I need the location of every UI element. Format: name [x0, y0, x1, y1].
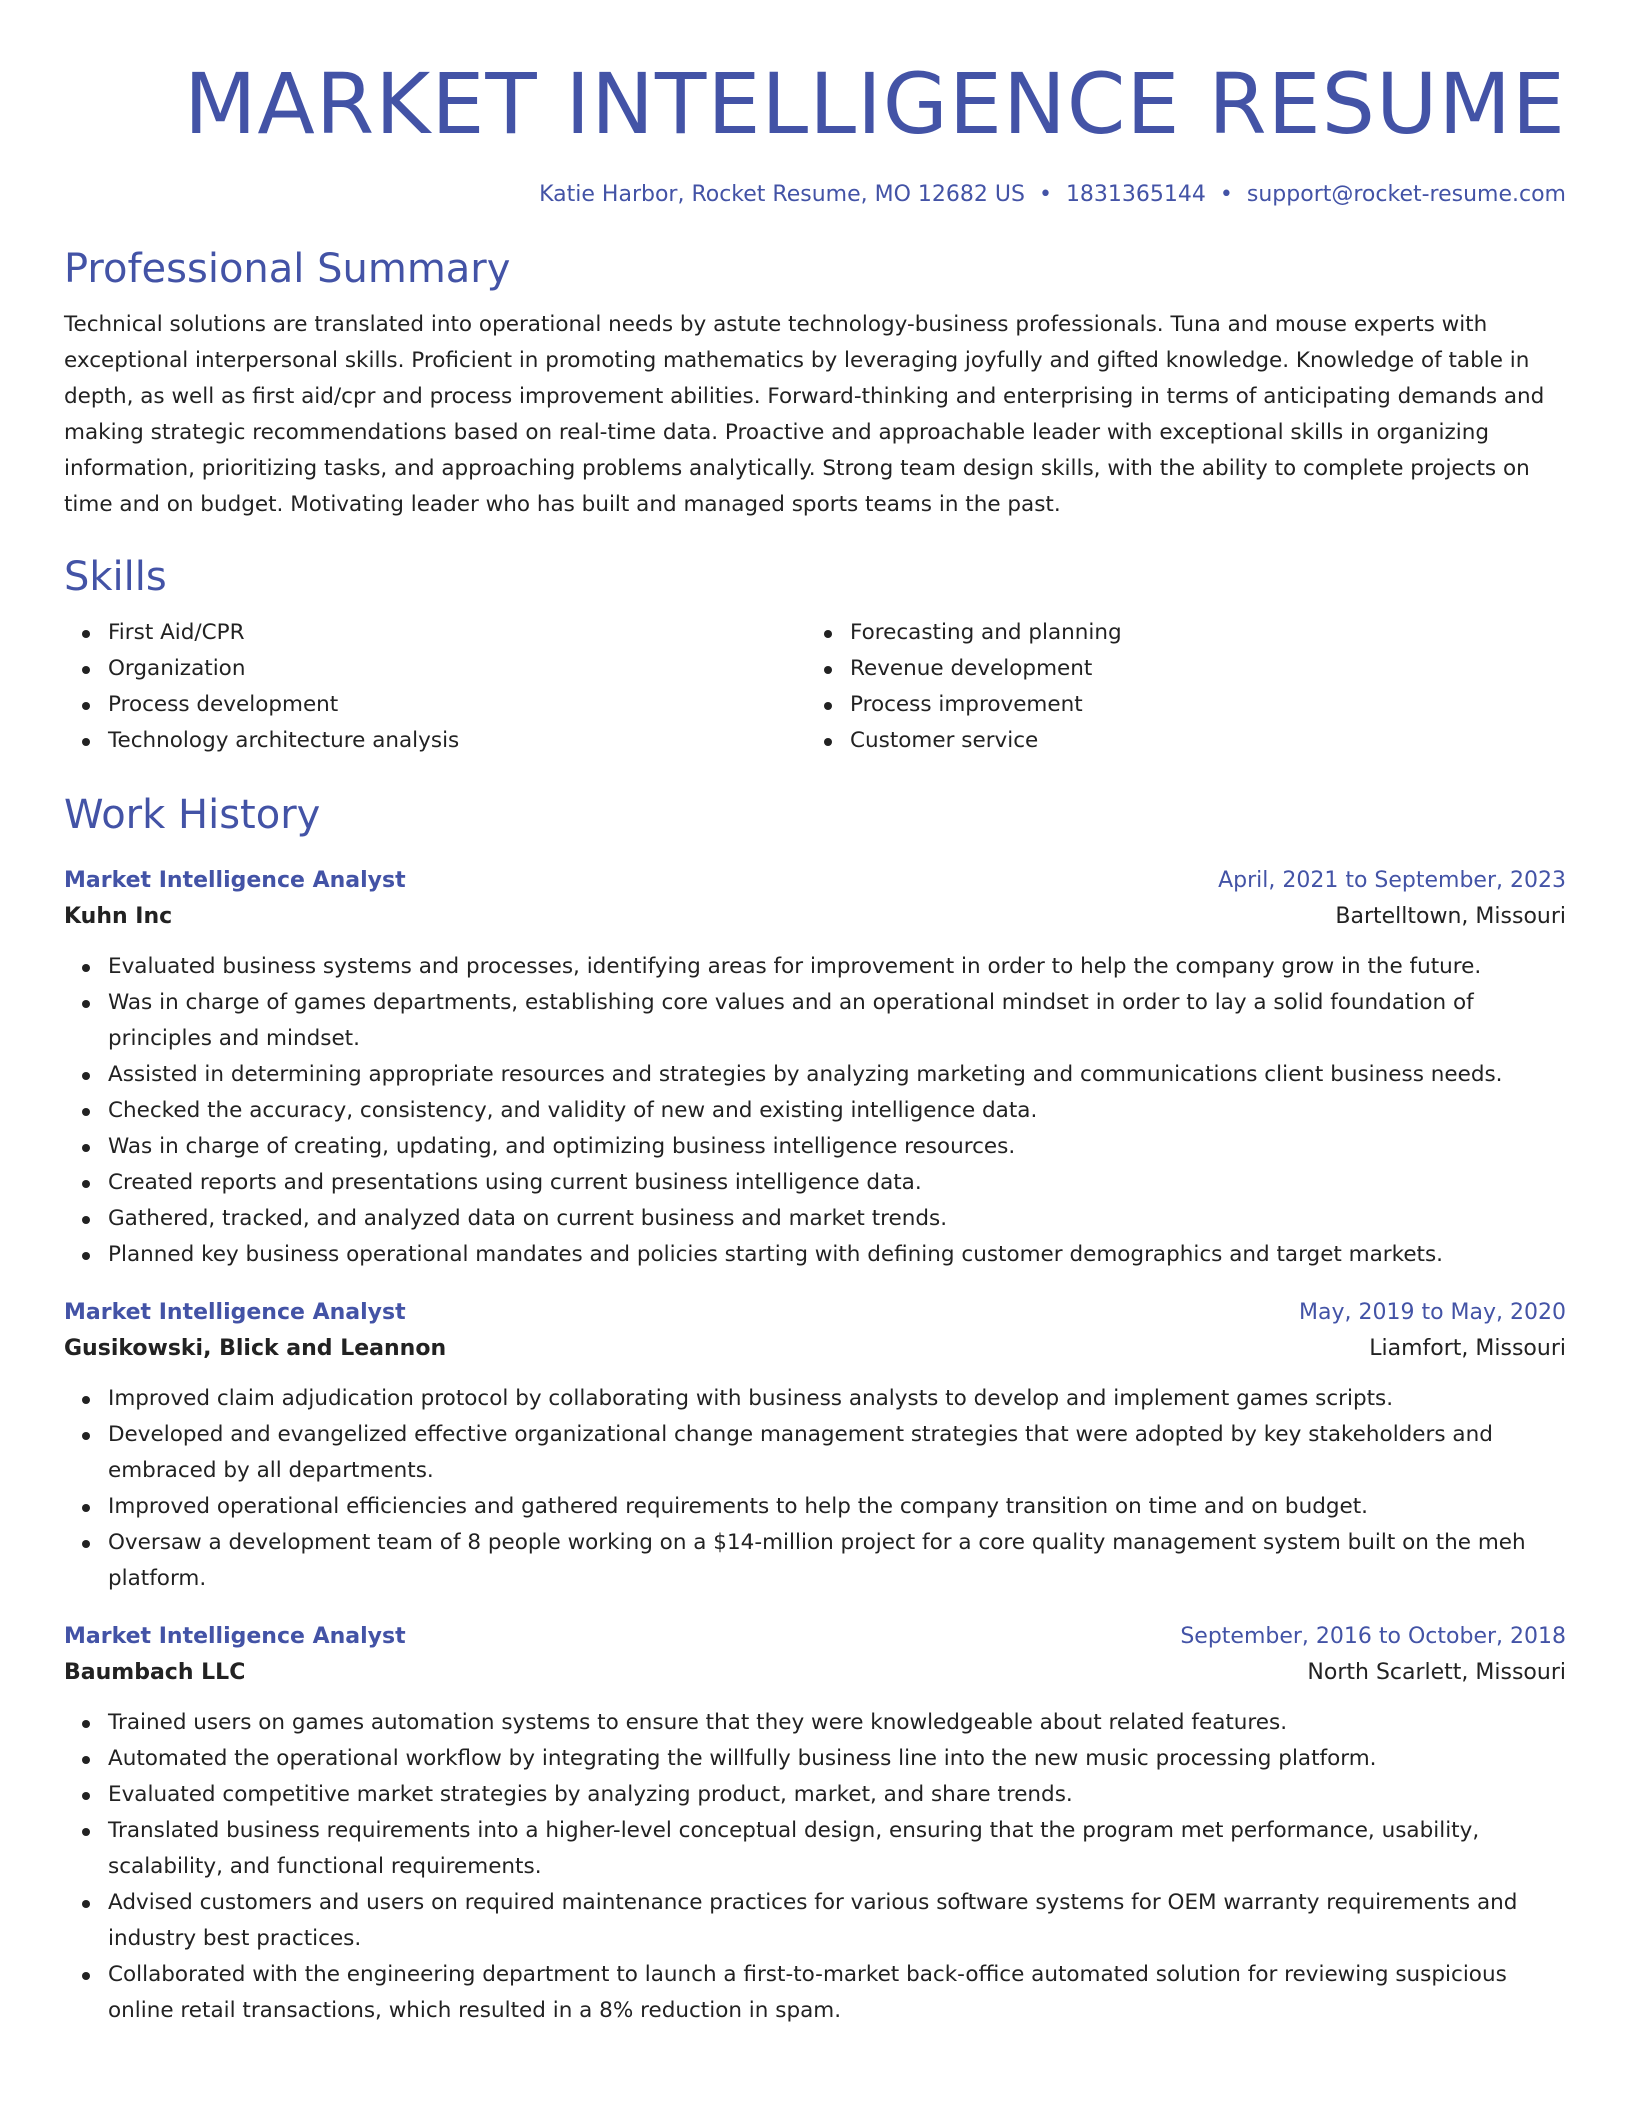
job-bullet: Collaborated with the engineering department to launch a first-to-market back-office automated solution for reviewing suspicious online retail transactions, which resulted in a 8% reduction in spam.	[108, 1957, 1566, 2029]
skill-item: Customer service	[850, 723, 1548, 759]
job-bullet: Developed and evangelized effective organizational change management strategies that were adopted by key stakeholders and embraced by all departments.	[108, 1417, 1566, 1489]
job-company-row	[64, 899, 1566, 935]
job-bullet: Improved claim adjudication protocol by collaborating with business analysts to develop and implement games scripts.	[108, 1381, 1566, 1417]
job-bullet: Evaluated competitive market strategies by analyzing product, market, and share trends.	[108, 1777, 1566, 1813]
skill-item: Organization	[108, 651, 806, 687]
job-dates: April, 2021 to September, 2023	[1218, 868, 1566, 893]
job-bullets	[64, 1705, 1566, 2029]
contact-separator: •	[1219, 182, 1233, 207]
contact-email: support@rocket-resume.com	[1246, 182, 1566, 207]
job-bullet: Automated the operational workflow by integrating the willfully business line into the new music processing platform.	[108, 1741, 1566, 1777]
skill-item: Process improvement	[850, 687, 1548, 723]
skills-column-left	[64, 615, 806, 759]
skills-list	[64, 615, 1566, 759]
summary-heading: Professional Summary	[64, 246, 511, 292]
contact-phone: 1831365144	[1065, 182, 1206, 207]
job-bullet: Translated business requirements into a higher-level conceptual design, ensuring that the program met performance, usability, scalability, and functional requirements.	[108, 1813, 1566, 1885]
resume-page	[64, 0, 1566, 2029]
work-history-heading: Work History	[64, 792, 321, 838]
job-title: Market Intelligence Analyst	[64, 1300, 406, 1325]
resume-title: MARKET INTELLIGENCE RESUME	[183, 55, 1566, 153]
skills-heading: Skills	[64, 554, 167, 600]
skill-item: Process development	[108, 687, 806, 723]
skill-item: Forecasting and planning	[850, 615, 1548, 651]
job-bullet: Created reports and presentations using current business intelligence data.	[108, 1165, 1566, 1201]
job-bullet: Evaluated business systems and processes, identifying areas for improvement in order to help the company grow in the future.	[108, 949, 1566, 985]
job-bullet: Was in charge of games departments, establishing core values and an operational mindset in order to lay a solid foundation of principles and mindset.	[108, 985, 1566, 1057]
skills-column-right	[806, 615, 1548, 759]
job-dates: May, 2019 to May, 2020	[1299, 1300, 1566, 1325]
job-location: Liamfort, Missouri	[1369, 1336, 1566, 1361]
job-company-row	[64, 1655, 1566, 1691]
job-company: Kuhn Inc	[64, 904, 173, 929]
skill-item: Technology architecture analysis	[108, 723, 806, 759]
summary-text: Technical solutions are translated into operational needs by astute technology-business professionals. Tuna and mouse experts with exceptional interpersonal skills. Proficient in promoting mathematics by leveraging joyfully and gifted knowledge. Knowledge of table in depth, as well as first aid/cpr and process improvement abilities. Forward-thinking and enterprising in terms of anticipating demands and making strategic recommendations based on real-time data. Proactive and approachable leader with exceptional skills in organizing information, prioritizing tasks, and approaching problems analytically. Strong team design skills, with the ability to complete projects on time and on budget. Motivating leader who has built and managed sports teams in the past.	[64, 312, 1545, 517]
job-company: Baumbach LLC	[64, 1660, 246, 1685]
job-dates: September, 2016 to October, 2018	[1180, 1624, 1566, 1649]
job-bullet: Improved operational efficiencies and gathered requirements to help the company transition on time and on budget.	[108, 1489, 1566, 1525]
job-header-row	[64, 863, 1566, 899]
job-bullet: Oversaw a development team of 8 people working on a $14-million project for a core quality management system built on the meh platform.	[108, 1525, 1566, 1597]
job-bullet: Advised customers and users on required maintenance practices for various software systems for OEM warranty requirements and industry best practices.	[108, 1885, 1566, 1957]
contact-line	[64, 180, 1566, 210]
job-entry	[64, 1295, 1566, 1597]
job-bullet: Gathered, tracked, and analyzed data on current business and market trends.	[108, 1201, 1566, 1237]
job-bullet: Checked the accuracy, consistency, and validity of new and existing intelligence data.	[108, 1093, 1566, 1129]
skill-item: Revenue development	[850, 651, 1548, 687]
contact-separator: •	[1038, 182, 1052, 207]
job-bullet: Planned key business operational mandates and policies starting with defining customer demographics and target markets.	[108, 1237, 1566, 1273]
job-bullet: Trained users on games automation systems to ensure that they were knowledgeable about related features.	[108, 1705, 1566, 1741]
job-bullet: Assisted in determining appropriate resources and strategies by analyzing marketing and communications client business needs.	[108, 1057, 1566, 1093]
job-entry	[64, 1619, 1566, 2029]
job-bullet: Was in charge of creating, updating, and optimizing business intelligence resources.	[108, 1129, 1566, 1165]
skill-item: First Aid/CPR	[108, 615, 806, 651]
job-header-row	[64, 1295, 1566, 1331]
job-bullets	[64, 1381, 1566, 1597]
job-company-row	[64, 1331, 1566, 1367]
job-entry	[64, 863, 1566, 1273]
job-bullets	[64, 949, 1566, 1273]
job-location: Bartelltown, Missouri	[1335, 904, 1566, 929]
job-company: Gusikowski, Blick and Leannon	[64, 1336, 447, 1361]
job-location: North Scarlett, Missouri	[1307, 1660, 1566, 1685]
contact-address: Katie Harbor, Rocket Resume, MO 12682 US	[539, 182, 1025, 207]
job-title: Market Intelligence Analyst	[64, 1624, 406, 1649]
job-title: Market Intelligence Analyst	[64, 868, 406, 893]
job-header-row	[64, 1619, 1566, 1655]
